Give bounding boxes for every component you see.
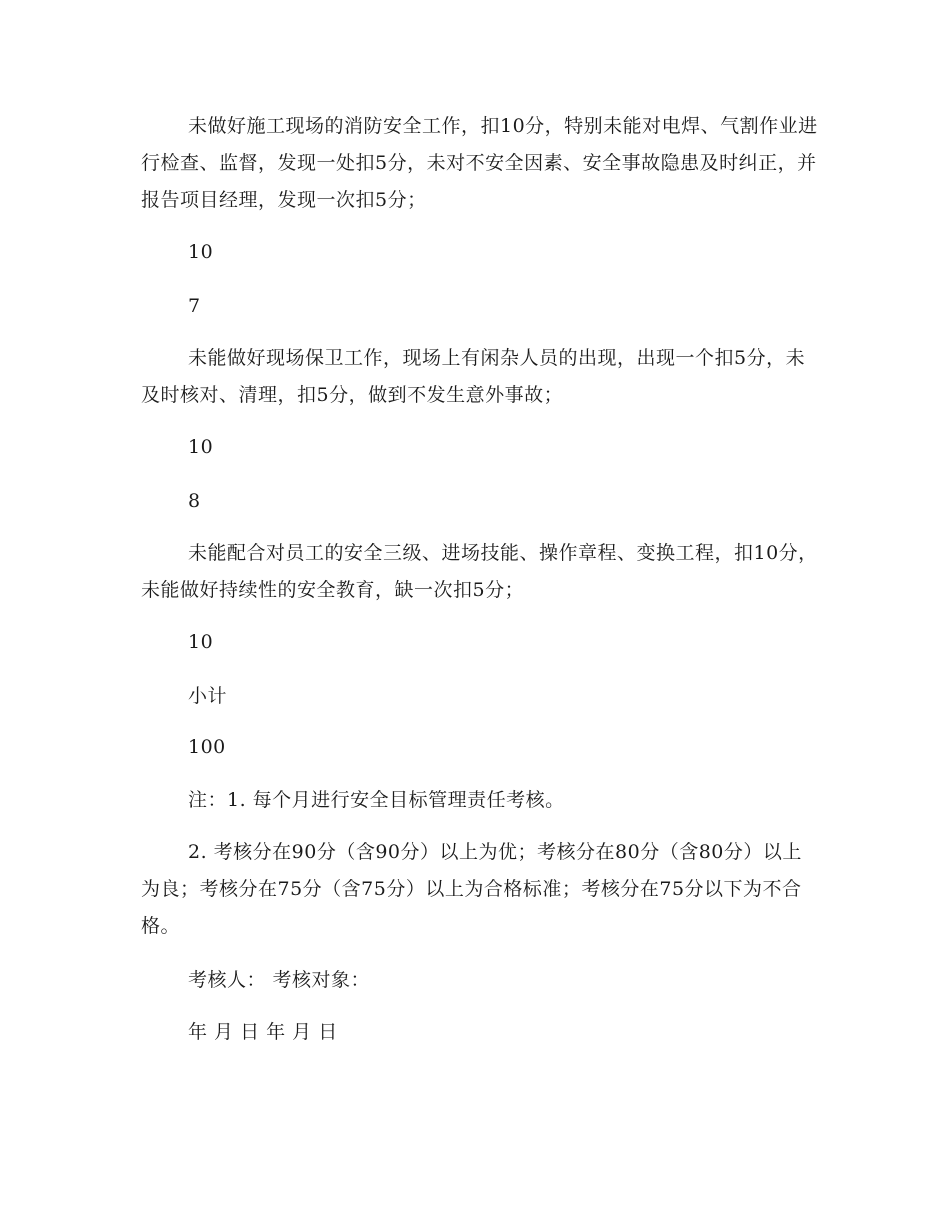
- paragraph-site-security: 未能做好现场保卫工作，现场上有闲杂人员的出现，出现一个扣5分，未及时核对、清理，扣5分，做到不发生意外事故；: [141, 347, 806, 406]
- paragraph-fire-safety: 未做好施工现场的消防安全工作，扣10分，特别未能对电焊、气割作业进行检查、监督，发现一处扣5分，未对不安全因素、安全事故隐患及时纠正，并报告项目经理，发现一次扣5分；: [141, 115, 818, 211]
- date-line: 年 月 日 年 月 日: [188, 1021, 338, 1043]
- subtotal-value: 100: [188, 736, 226, 758]
- subtotal-label: 小计: [188, 685, 228, 707]
- score-value: 10: [188, 631, 214, 653]
- note-line-1: 注：1. 每个月进行安全目标管理责任考核。: [188, 789, 565, 811]
- item-number: 7: [188, 295, 201, 317]
- note-line-2: 2. 考核分在90分（含90分）以上为优；考核分在80分（含80分）以上为良；考核分在75分（含75分）以上为合格标准；考核分在75分以下为不合格。: [141, 841, 802, 937]
- signature-line: 考核人： 考核对象：: [188, 969, 371, 991]
- score-value: 10: [188, 241, 214, 263]
- item-number: 8: [188, 490, 201, 512]
- score-value: 10: [188, 436, 214, 458]
- paragraph-safety-education: 未能配合对员工的安全三级、进场技能、操作章程、变换工程，扣10分，未能做好持续性的安全教育，缺一次扣5分；: [141, 542, 818, 601]
